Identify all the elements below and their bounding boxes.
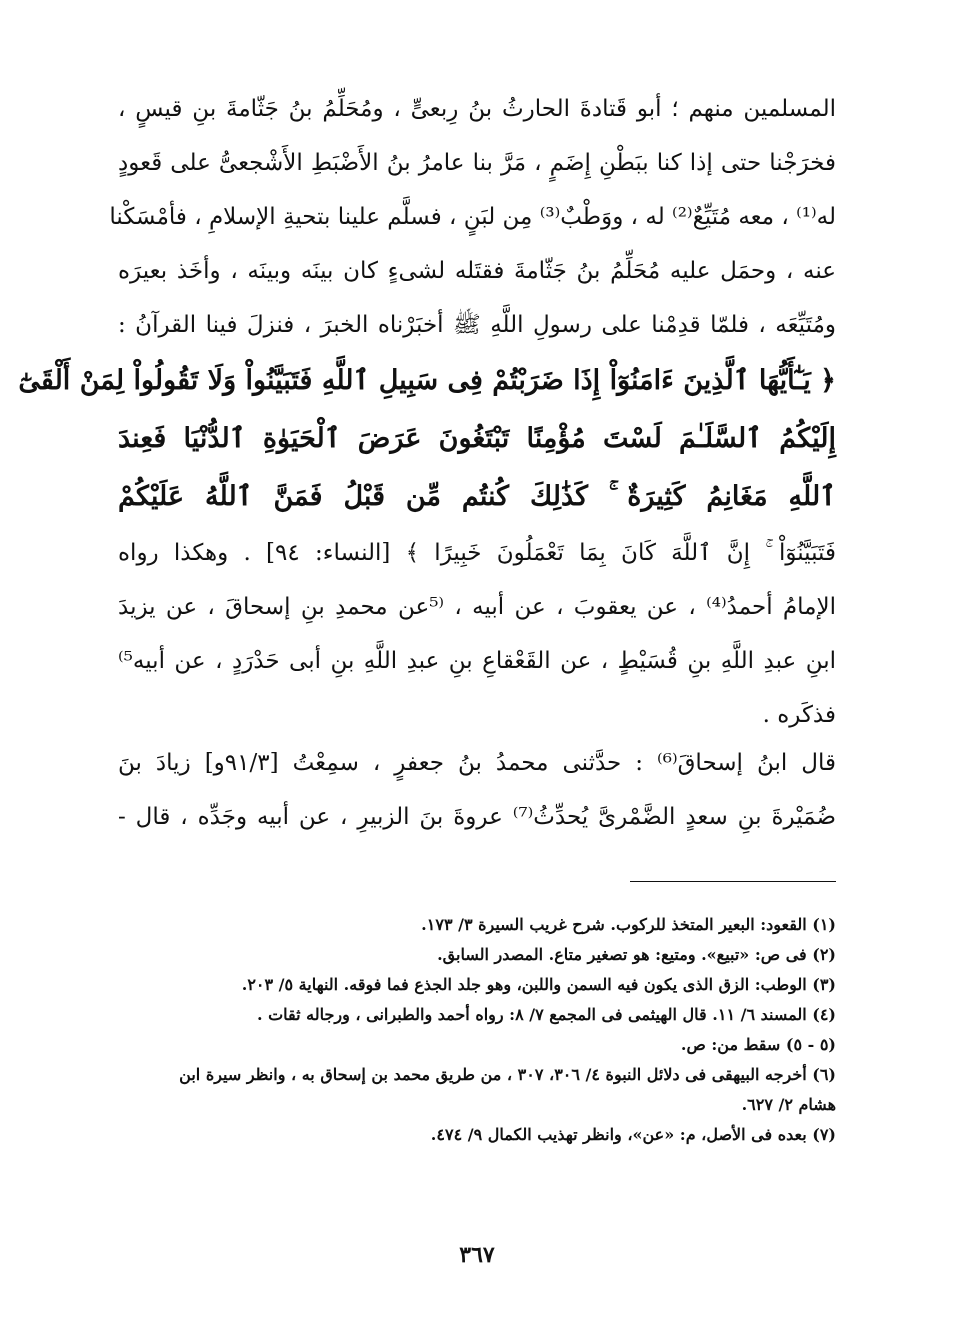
footnote: (٢) فى ص: «تبيع». ومتيع: هو تصغير متاع. المصدر السابق.	[437, 945, 836, 964]
footnote-separator	[630, 881, 836, 882]
footnote: (٥ - ٥) سقط من: ص.	[680, 1035, 836, 1054]
text-line: ابنِ عبدِ اللَّهِ بنِ قُسَيْطٍ ، عن القَعْقاعِ بنِ عبدِ اللَّهِ بنِ أبى حَدْرَدٍ ، عن أبيه⁵⁾	[118, 648, 836, 674]
text-line: فذكَره .	[762, 702, 836, 728]
text-line: ضُمَيْرةَ بنِ سعدٍ الضَّمْرىَّ يُحدِّثُ⁽⁷⁾ عروةَ بنَ الزبيرِ ، عن أبيه وجَدِّه ، قال -	[118, 804, 836, 830]
text-line: المسلمين منهم ؛ أبو قَتادةَ الحارثُ بنُ رِبعىٍّ ، ومُحَلِّمُ بنُ جَثّامةَ بنِ قيسٍ ،	[118, 96, 836, 122]
text-line: ومُتَيِّعَه ، فلمّا قدِمْنا على رسولِ اللَّهِ ﷺ أخبَرْناه الخبرَ ، فنزلَ فينا القرآنُ :	[118, 312, 836, 338]
text-line: فَتَبَيَّنُوٓاْ ۚ إِنَّ ٱللَّهَ كَانَ بِمَا تَعْمَلُونَ خَبِيرًا ﴾ [النساء: ٩٤] . وهكذا رواه	[118, 540, 836, 566]
text-line: عنه ، وحمَل عليه مُحَلِّمُ بنُ جَثّامةَ فقتَله لشىءٍ كان بينَه وبينَه ، وأخَذ بعيرَه	[118, 258, 836, 284]
text-line: له⁽¹⁾ ، معه مُتَيِّعٌ⁽²⁾ له ، ووَطْبٌ⁽³⁾ مِن لبَنٍ ، فسلَّم علينا بتحيةِ الإسلامِ ، فأمْسَكْنا	[109, 204, 836, 230]
text-line: قال ابنُ إسحاقَ⁽⁶⁾ : حدَّثنى محمدُ بنُ جعفرٍ ، سمِعْتُ [٩١/٣و] زيادَ بنَ	[118, 750, 836, 776]
quran-verse-line: إِلَيْكُمُ ٱلسَّلَـٰمَ لَسْتَ مُؤْمِنًا تَبْتَغُونَ عَرَضَ ٱلْحَيَوٰةِ ٱلدُّنْيَا فَعِندَ	[118, 423, 836, 454]
quran-verse-line: ٱللَّهِ مَغَانِمُ كَثِيرَةٌ ۚ كَذَٰلِكَ كُنتُم مِّن قَبْلُ فَمَنَّ ٱللَّهُ عَلَيْكُمْ	[118, 481, 836, 512]
footnote: (٧) بعده فى الأصل، م: «عن»، وانظر تهذيب الكمال ٩/ ٤٧٤.	[430, 1125, 836, 1144]
footnote: (٣) الوطب: الزق الذى يكون فيه السمن واللبن، وهو جلد الجذع فما فوقه. النهاية ٥/ ٢٠٣.	[241, 975, 836, 994]
footnote: هشام ٢/ ٦٢٧.	[741, 1095, 836, 1114]
footnote: (٦) أخرجه البيهقى فى دلائل النبوة ٤/ ٣٠٦، ٣٠٧ ، من طريق محمد بن إسحاق به ، وانظر سيرة ابن	[179, 1065, 836, 1084]
text-line: الإمامُ أحمدُ⁽⁴⁾ ، عن يعقوبَ ، عن أبيه ، ⁽⁵عن محمدِ بنِ إسحاقَ ، عن يزيدَ	[118, 594, 837, 620]
text-line: فخرَجْنا حتى إذا كنا ببَطْنِ إِضَمٍ ، مَرَّ بنا عامرُ بنُ الأَضْبَطِ الأَشْجعىُّ على قَعودٍ	[118, 150, 836, 176]
quran-verse-line: ﴿ يَـٰٓأَيُّهَا ٱلَّذِينَ ءَامَنُوٓاْ إِذَا ضَرَبْتُمْ فِى سَبِيلِ ٱللَّهِ فَتَبَيَّنُواْ وَلَا تَقُولُواْ لِمَنْ أَلْقَىٰٓ	[18, 365, 836, 396]
page-number: ٣٦٧	[459, 1242, 495, 1268]
second-paragraph	[118, 736, 836, 846]
footnote: (٤) المسند ٦/ ١١. قال الهيثمى فى المجمع ٧/ ٨: رواه أحمد والطبرانى ، ورجاله ثقات .	[256, 1005, 836, 1024]
footnotes	[118, 910, 836, 1150]
footnote: (١) القعود: البعير المتخذ للركوب. شرح غريب السيرة ٣/ ١٧٣.	[421, 915, 836, 934]
main-text-block	[18, 82, 837, 732]
